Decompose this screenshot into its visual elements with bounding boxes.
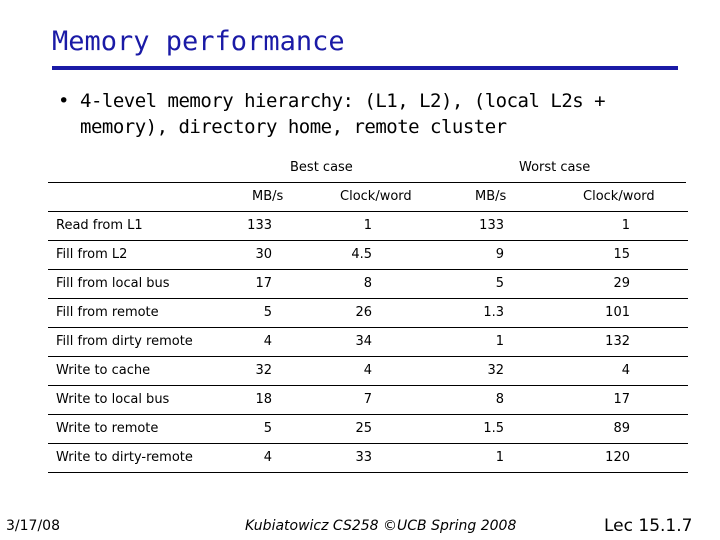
table-cell: 7 bbox=[363, 392, 372, 407]
row-label: Fill from L2 bbox=[56, 247, 128, 262]
table-row bbox=[48, 299, 688, 328]
table-cell: 26 bbox=[355, 305, 372, 320]
table-cell: 4 bbox=[263, 334, 272, 349]
table-cell: 4 bbox=[363, 363, 372, 378]
table-row bbox=[48, 386, 688, 415]
table-cell: 17 bbox=[255, 276, 272, 291]
table-cell: 30 bbox=[255, 247, 272, 262]
table-cell: 8 bbox=[363, 276, 372, 291]
table-cell: 1 bbox=[621, 218, 630, 233]
table-cell: 17 bbox=[613, 392, 630, 407]
table-cell: 101 bbox=[605, 305, 630, 320]
table-cell: 34 bbox=[355, 334, 372, 349]
header-clock-worst: Clock/word bbox=[583, 189, 655, 204]
slide-title: Memory performance bbox=[52, 26, 345, 57]
table-cell: 120 bbox=[605, 450, 630, 465]
table-cell: 4 bbox=[263, 450, 272, 465]
table-cell: 5 bbox=[495, 276, 504, 291]
table-cell: 133 bbox=[479, 218, 504, 233]
table-cell: 5 bbox=[263, 421, 272, 436]
table-row bbox=[48, 270, 688, 299]
header-worst-case: Worst case bbox=[519, 160, 591, 175]
header-best-case: Best case bbox=[290, 160, 353, 175]
table-row bbox=[48, 415, 688, 444]
row-label: Fill from dirty remote bbox=[56, 334, 193, 349]
row-label: Write to cache bbox=[56, 363, 151, 378]
header-clock-best: Clock/word bbox=[340, 189, 412, 204]
table-cell: 1 bbox=[495, 450, 504, 465]
table-cell: 1 bbox=[363, 218, 372, 233]
table-cell: 89 bbox=[613, 421, 630, 436]
bullet-dot: • bbox=[58, 90, 69, 112]
table-cell: 29 bbox=[613, 276, 630, 291]
table-row bbox=[48, 241, 688, 270]
row-label: Write to dirty-remote bbox=[56, 450, 193, 465]
table-row bbox=[48, 328, 688, 357]
table-row bbox=[48, 357, 688, 386]
table-cell: 4 bbox=[621, 363, 630, 378]
row-label: Fill from local bus bbox=[56, 276, 170, 291]
header-mbs-best: MB/s bbox=[252, 189, 284, 204]
table-cell: 1.3 bbox=[483, 305, 504, 320]
bullet-point bbox=[58, 88, 690, 140]
header-divider-best bbox=[48, 182, 428, 183]
table-cell: 133 bbox=[247, 218, 272, 233]
table-cell: 32 bbox=[255, 363, 272, 378]
row-divider bbox=[48, 472, 688, 473]
footer-date: 3/17/08 bbox=[6, 518, 60, 534]
table-cell: 25 bbox=[355, 421, 372, 436]
table-row bbox=[48, 212, 688, 241]
table-cell: 33 bbox=[355, 450, 372, 465]
table-cell: 1.5 bbox=[483, 421, 504, 436]
table-cell: 132 bbox=[605, 334, 630, 349]
table-row bbox=[48, 444, 688, 473]
row-label: Write to remote bbox=[56, 421, 159, 436]
row-label: Read from L1 bbox=[56, 218, 143, 233]
title-underline bbox=[52, 66, 678, 70]
row-label: Fill from remote bbox=[56, 305, 159, 320]
header-divider-worst bbox=[428, 182, 686, 183]
table-cell: 15 bbox=[613, 247, 630, 262]
header-mbs-worst: MB/s bbox=[475, 189, 507, 204]
row-label: Write to local bus bbox=[56, 392, 170, 407]
table-cell: 5 bbox=[263, 305, 272, 320]
table-cell: 4.5 bbox=[351, 247, 372, 262]
bullet-text: 4-level memory hierarchy: (L1, L2), (local L2s + memory), directory home, remote cluster bbox=[80, 90, 606, 138]
table-cell: 18 bbox=[255, 392, 272, 407]
table-cell: 32 bbox=[487, 363, 504, 378]
table-cell: 1 bbox=[495, 334, 504, 349]
footer-lecture: Lec 15.1.7 bbox=[604, 516, 693, 536]
footer-course: Kubiatowicz CS258 ©UCB Spring 2008 bbox=[245, 518, 517, 534]
table-cell: 8 bbox=[495, 392, 504, 407]
table-cell: 9 bbox=[495, 247, 504, 262]
